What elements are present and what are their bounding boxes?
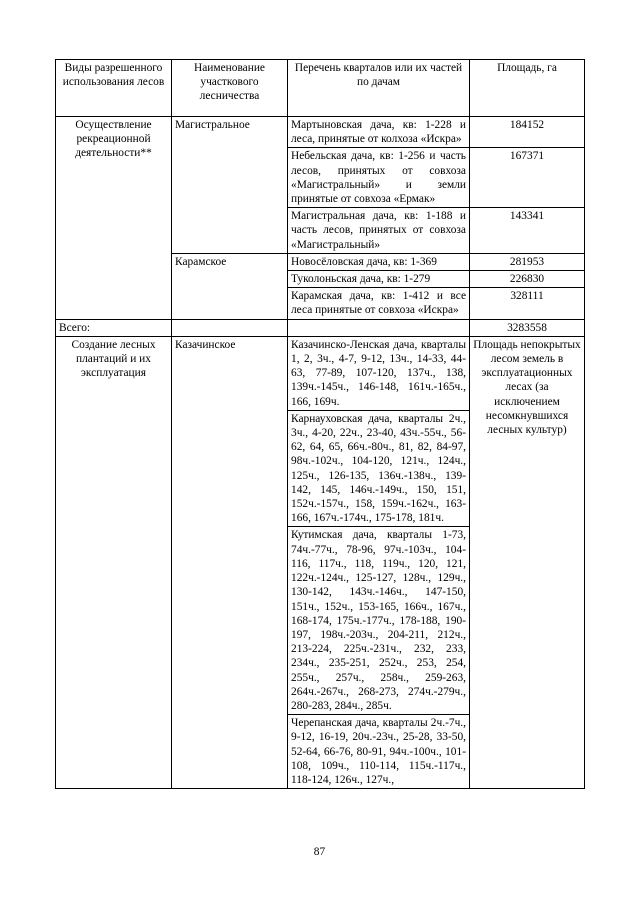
header-dacha-list: Перечень кварталов или их частей по дачам (288, 60, 470, 117)
dacha-cell: Новосёловская дача, кв: 1-369 (288, 253, 470, 270)
dacha-cell: Кутимская дача, кварталы 1-73, 74ч.-77ч., 78-96, 97ч.-103ч., 104-116, 117ч., 118, 119ч., 120, 121, 122ч.-124ч., 125-127, 128ч., 129ч., 130-142, 143ч.-146ч., 147-150, 151ч., 152ч., 153-165, 166ч., 167ч., 168-174, 175ч.-177ч., 178-188, 190-197, 198ч.-203ч., 204-211, 212ч., 213-224, 225ч.-231ч., 232, 233, 234ч., 235-251, 252ч., 253, 254, 255ч., 257ч., 258ч., 259-263, 264ч.-267ч., 268-273, 274ч.-279ч., 280-283, 284ч., 285ч. (288, 527, 470, 715)
total-label: Всего: (56, 319, 172, 336)
area-cell: 226830 (470, 271, 585, 288)
dacha-cell: Казачинско-Ленская дача, кварталы 1, 2, 3ч., 4-7, 9-12, 13ч., 14-33, 44-63, 77-89, 107-120, 137ч., 138, 139ч.-145ч., 146-148, 161ч.-165ч., 166, 169ч. (288, 336, 470, 410)
forestry-kazachinskoe: Казачинское (172, 336, 288, 788)
dacha-cell: Туколоньская дача, кв: 1-279 (288, 271, 470, 288)
dacha-cell: Карнауховская дача, кварталы 2ч., 3ч., 4-20, 22ч., 23-40, 43ч.-55ч., 56-62, 64, 65, 66ч.-80ч., 81, 82, 84-97, 98ч.-102ч., 104-120, 121ч., 124ч., 125ч., 126-135, 136ч.-138ч., 139-142, 145, 146ч.-149ч., 150, 151, 152ч.-157ч., 158, 159ч.-162ч., 163-166, 167ч.-174ч., 175-178, 181ч. (288, 410, 470, 527)
total-row (56, 319, 585, 336)
area-cell: 328111 (470, 288, 585, 319)
total-area: 3283558 (470, 319, 585, 336)
page-number: 87 (313, 846, 326, 858)
dacha-cell: Карамская дача, кв: 1-412 и все леса принятые от совхоза «Искра» (288, 288, 470, 319)
dacha-cell: Черепанская дача, кварталы 2ч.-7ч., 9-12, 16-19, 20ч.-23ч., 25-28, 33-50, 52-64, 66-76, 80-91, 94ч.-100ч., 101-108, 109ч., 110-114, 115ч.-117ч., 118-124, 126ч., 127ч., (288, 715, 470, 789)
area-note: Площадь непокрытых лесом земель в эксплуатационных лесах (за исключением несомкнувшихся лесных культур) (470, 336, 585, 788)
use-type-plantations: Создание лесных плантаций и их эксплуатация (56, 336, 172, 788)
dacha-cell: Магистральная дача, кв: 1-188 и часть лесов, принятых от совхоза «Магистральный» (288, 208, 470, 254)
header-use-type: Виды разрешенного использования лесов (56, 60, 172, 117)
empty-cell (172, 319, 288, 336)
forest-use-table (55, 59, 585, 789)
header-area: Площадь, га (470, 60, 585, 117)
area-cell: 143341 (470, 208, 585, 254)
dacha-cell: Небельская дача, кв: 1-256 и часть лесов, принятых от совхоза «Магистральный» и земли принятые от совхоза «Ермак» (288, 148, 470, 208)
area-cell: 281953 (470, 253, 585, 270)
area-cell: 184152 (470, 117, 585, 148)
table-row (56, 336, 585, 410)
forestry-magistralnoe: Магистральное (172, 117, 288, 254)
table-header-row (56, 60, 585, 117)
table-row (56, 117, 585, 148)
use-type-recreation: Осуществление рекреационной деятельности** (56, 117, 172, 320)
empty-cell (288, 319, 470, 336)
forestry-karamskoe: Карамское (172, 253, 288, 319)
dacha-cell: Мартыновская дача, кв: 1-228 и леса, принятые от колхоза «Искра» (288, 117, 470, 148)
header-forestry: Наименование участкового лесничества (172, 60, 288, 117)
area-cell: 167371 (470, 148, 585, 208)
